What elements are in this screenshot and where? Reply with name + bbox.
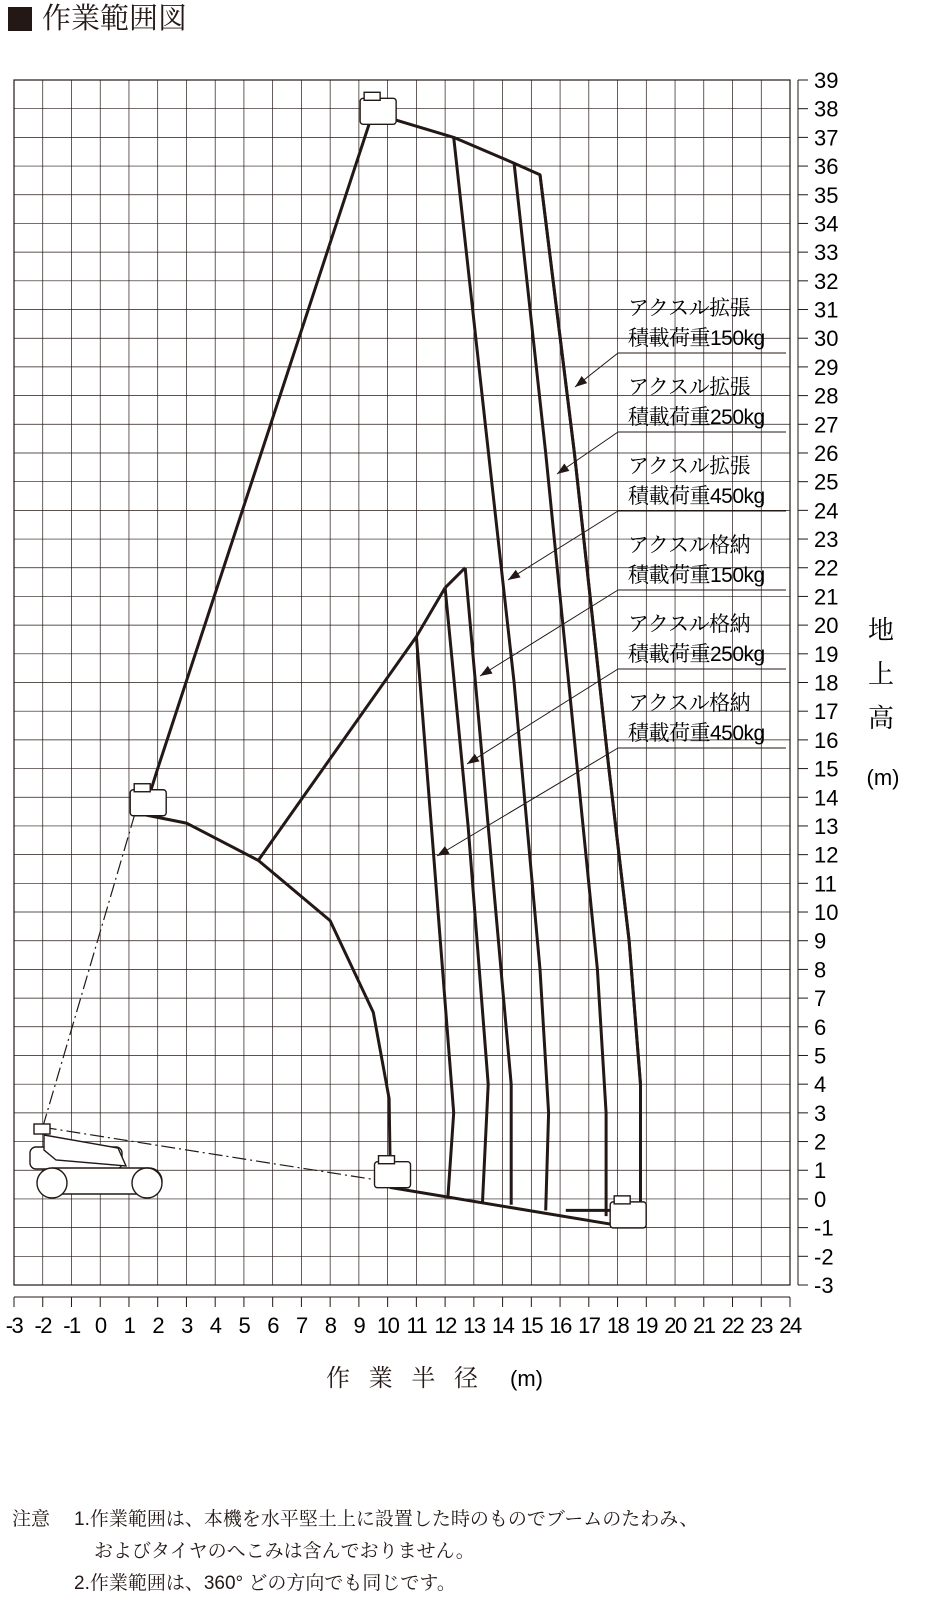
y-tick-label: 28: [814, 383, 839, 409]
basket-right: [610, 1202, 646, 1228]
y-tick-label: 10: [814, 900, 839, 926]
y-tick-label: 5: [814, 1043, 827, 1069]
callout-load-label-line1: アクスル拡張: [628, 297, 751, 320]
y-tick-label: 26: [814, 440, 839, 466]
y-tick-label: 12: [814, 842, 839, 868]
callout-load-label-line2: 積載荷重250kg: [628, 643, 765, 666]
machine-wheel-left: [37, 1168, 67, 1198]
y-tick-label: 36: [814, 154, 839, 180]
basket-bottom: [375, 1162, 411, 1188]
range-lines: [43, 120, 641, 1225]
y-tick-label: 25: [814, 469, 839, 495]
basket-left-rail: [134, 784, 150, 792]
callout-leader: [508, 511, 618, 580]
x-axis-unit: (m): [510, 1366, 543, 1391]
y-tick-label: -1: [814, 1215, 834, 1241]
x-tick-label: 7: [296, 1313, 307, 1338]
y-tick-label: 23: [814, 527, 839, 553]
y-tick-label: 32: [814, 268, 839, 294]
y-tick-label: 20: [814, 613, 839, 639]
y-axis-label: [868, 615, 894, 733]
x-tick-label: 3: [181, 1313, 192, 1338]
y-tick-label: 30: [814, 326, 839, 352]
x-tick-label: 15: [520, 1313, 543, 1338]
y-tick-label: 38: [814, 96, 839, 122]
callout-load-label-line1: アクスル格納: [628, 613, 751, 636]
machine-turret: [34, 1124, 50, 1134]
y-tick-label: 33: [814, 240, 839, 266]
y-tick-label: 8: [814, 957, 827, 983]
y-tick-label: 17: [814, 699, 839, 725]
x-tick-label: -2: [34, 1313, 52, 1338]
y-tick-label: 7: [814, 986, 827, 1012]
y-tick-label: 34: [814, 211, 839, 237]
callout-load-label-line1: アクスル拡張: [628, 376, 751, 399]
callout-arrowhead: [480, 666, 493, 676]
y-tick-label: 39: [814, 68, 839, 93]
y-tick-label: 22: [814, 555, 839, 581]
y-tick-label: 6: [814, 1014, 827, 1040]
boom-dash-line: [43, 815, 135, 1128]
x-tick-label: 0: [94, 1313, 106, 1338]
y-tick-label: 14: [814, 785, 839, 811]
x-tick-label: 6: [267, 1313, 279, 1338]
x-tick-label: 13: [463, 1313, 485, 1338]
callout-load-label-line2: 積載荷重450kg: [628, 722, 765, 745]
retracted-boundary-top: [445, 568, 465, 588]
basket-right-rail: [614, 1196, 630, 1204]
x-tick-labels: [6, 1313, 802, 1338]
notes-label: 注意: [12, 1509, 51, 1530]
x-tick-label: 4: [209, 1313, 221, 1338]
machine-wheel-right: [132, 1168, 162, 1198]
x-tick-label: 5: [238, 1313, 250, 1338]
load-boundary-line: [540, 175, 641, 1225]
callout-load-label-line2: 積載荷重450kg: [628, 485, 765, 508]
y-tick-label: 35: [814, 182, 839, 208]
x-axis-label: 作 業 半 径: [325, 1365, 485, 1392]
x-tick-label: 22: [721, 1313, 744, 1338]
x-tick-label: 11: [406, 1313, 427, 1338]
y-tick-label: 11: [814, 871, 837, 897]
callout-leader: [467, 669, 618, 764]
x-tick-label: -1: [63, 1313, 80, 1338]
basket-left: [130, 790, 166, 816]
load-boundary-line: [445, 588, 488, 1202]
y-tick-label: 29: [814, 354, 839, 380]
y-tick-labels: [814, 68, 838, 1298]
y-tick-label: 2: [814, 1129, 827, 1155]
y-axis-label-char: 上: [867, 659, 895, 689]
callout-load-label-line2: 積載荷重150kg: [628, 564, 765, 587]
x-tick-label: 23: [750, 1313, 773, 1338]
y-axis-unit: (m): [866, 765, 900, 790]
y-tick-label: 0: [814, 1186, 827, 1212]
x-tick-label: 9: [353, 1313, 365, 1338]
x-tick-label: 12: [434, 1313, 456, 1338]
x-tick-label: 8: [324, 1313, 336, 1338]
y-axis-label-char: 高: [867, 703, 895, 733]
y-tick-label: 18: [814, 670, 839, 696]
x-tick-label: 20: [664, 1313, 686, 1338]
notes: [12, 1504, 698, 1600]
retracted-boundary-top: [258, 637, 416, 861]
note-line-3: 2.作業範囲は、360° どの方向でも同じです。: [74, 1573, 456, 1594]
y-tick-label: 19: [814, 641, 839, 667]
x-tick-label: 24: [779, 1313, 801, 1338]
machine-drawing: [30, 92, 646, 1228]
x-tick-label: 16: [549, 1313, 571, 1338]
y-tick-label: 31: [814, 297, 839, 323]
y-tick-label: 16: [814, 727, 839, 753]
callout-load-label-line1: アクスル格納: [628, 534, 751, 557]
x-tick-label: 10: [376, 1313, 399, 1338]
y-tick-label: 4: [814, 1072, 827, 1098]
x-tick-label: 21: [693, 1313, 715, 1338]
y-tick-label: 13: [814, 813, 839, 839]
callout-load-label-line1: アクスル拡張: [628, 455, 751, 478]
y-tick-label: 24: [814, 498, 839, 524]
y-tick-label: 9: [814, 928, 827, 954]
y-tick-label: 3: [814, 1100, 827, 1126]
x-tick-label: 1: [123, 1313, 135, 1338]
y-axis-label-char: 地: [867, 615, 895, 645]
y-tick-label: 15: [814, 756, 839, 782]
x-tick-label: 14: [491, 1313, 514, 1338]
load-boundary-line: [416, 637, 453, 1197]
callout-load-label-line2: 積載荷重250kg: [628, 406, 765, 429]
load-boundary-line: [454, 137, 549, 1210]
y-tick-label: -2: [814, 1244, 834, 1270]
x-tick-label: 19: [635, 1313, 658, 1338]
y-tick-label: 21: [814, 584, 839, 610]
callout-arrowhead: [508, 570, 521, 580]
basket-top: [360, 98, 396, 124]
basket-top-rail: [364, 92, 380, 100]
y-tick-label: 1: [814, 1158, 827, 1184]
y-tick-label: 37: [814, 125, 839, 151]
callout-arrowhead: [575, 376, 587, 387]
x-tick-label: 18: [606, 1313, 629, 1338]
note-line-1: 1.作業範囲は、本機を水平堅土上に設置した時のものでブームのたわみ、: [74, 1509, 699, 1530]
note-line-2: およびタイヤのへこみは含んでおりません。: [94, 1541, 475, 1562]
callouts: [437, 297, 786, 856]
title-text: 作業範囲図: [42, 3, 188, 35]
basket-bottom-rail: [379, 1156, 395, 1164]
callout-load-label-line2: 積載荷重150kg: [628, 327, 765, 350]
callout-arrowhead: [467, 754, 480, 764]
retracted-boundary-top: [416, 588, 445, 637]
y-tick-label: -3: [814, 1273, 834, 1298]
x-tick-label: 17: [578, 1313, 600, 1338]
y-tick-label: 27: [814, 412, 839, 438]
callout-load-label-line1: アクスル格納: [628, 692, 751, 715]
x-tick-label: 2: [152, 1313, 164, 1338]
x-tick-label: -3: [5, 1313, 23, 1338]
callout-arrowhead: [557, 463, 569, 474]
